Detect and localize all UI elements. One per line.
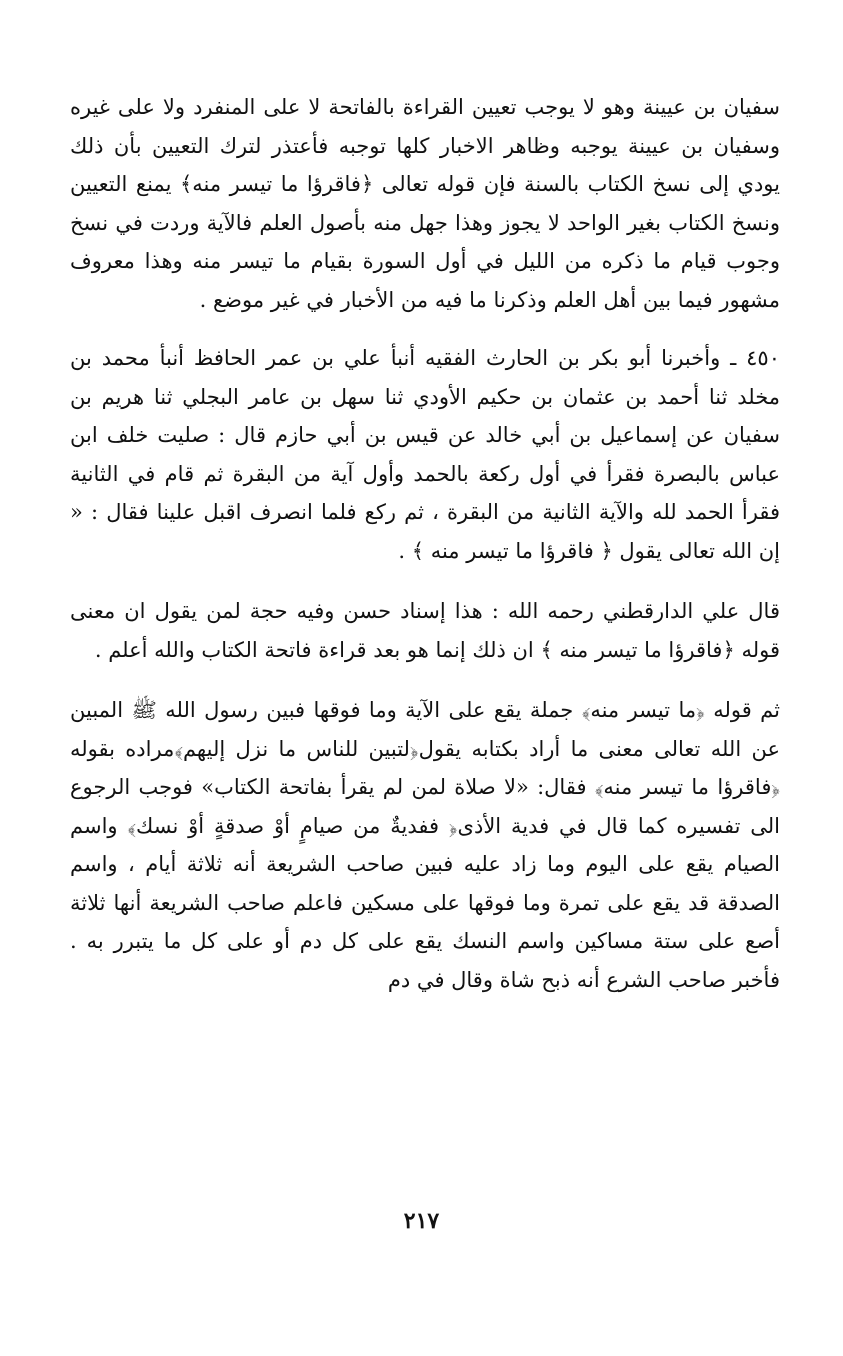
paragraph-2-hadith-450: ٤٥٠ ـ وأخبرنا أبو بكر بن الحارث الفقيه أنبأ علي بن عمر الحافظ أنبأ محمد بن مخلد ثنا أحمد بن عثمان بن حكيم الأودي ثنا سهل بن عامر البجلي ثنا هريم بن سفيان عن إسماعيل بن أبي خالد عن قيس بن أبي حازم قال : صليت خلف ابن عباس بالبصرة فقرأ في أول ركعة بالحمد وأول آية من البقرة ثم قام في الثانية فقرأ الحمد لله والآية الثانية من البقرة ، ثم ركع فلما انصرف اقبل علينا فقال : « إن الله تعالى يقول ﴿ فاقرؤا ما تيسر منه ﴾ . — [70, 346, 781, 563]
paragraph-1: سفيان بن عيينة وهو لا يوجب تعيين القراءة بالفاتحة لا على المنفرد ولا على غيره وسفيان بن عيينة يوجبه وظاهر الاخبار كلها توجبه فأعتذر لترك التعيين بأن ذلك يودي إلى نسخ الكتاب بالسنة فإن قوله تعالى ﴿فاقرؤا ما تيسر منه﴾ يمنع التعيين ونسخ الكتاب بغير الواحد لا يجوز وهذا جهل منه بأصول العلم فالآية وردت في نسخ وجوب قيام ما ذكره من الليل في أول السورة بقيام ما تيسر منه وهذا معروف مشهور فيما بين أهل العلم وذكرنا ما فيه من الأخبار في غير موضع . — [70, 95, 780, 312]
paragraph-3-daraqutni: قال علي الدارقطني رحمه الله : هذا إسناد حسن وفيه حجة لمن يقول ان معنى قوله ﴿فاقرؤا ما تيسر منه ﴾ ان ذلك إنما هو بعد قراءة فاتحة الكتاب والله أعلم . — [70, 599, 780, 662]
page-number: ٢١٧ — [403, 1208, 440, 1234]
paragraph-4: ثم قوله ﴿ما تيسر منه﴾ جملة يقع على الآية وما فوقها فبين رسول الله ﷺ المبين عن الله تعالى معنى ما أراد بكتابه يقول﴿لتبين للناس ما نزل إليهم﴾مراده بقوله ﴿فاقرؤا ما تيسر منه﴾ فقال: «لا صلاة لمن لم يقرأ بفاتحة الكتاب» فوجب الرجوع الى تفسيره كما قال في فدية الأذى﴿ ففديةٌ من صيامٍ أوْ صدقةٍ أوْ نسك﴾ واسم الصيام يقع على اليوم وما زاد عليه فبين صاحب الشريعة أنه ثلاثة أيام ، واسم الصدقة قد يقع على تمرة وما فوقها على مسكين فاعلم صاحب الشريعة أنها ثلاثة أصع على ستة مساكين واسم النسك يقع على كل دم أو على كل ما يتبرر به . فأخبر صاحب الشرع أنه ذبح شاة وقال في دم — [70, 698, 781, 992]
page-body — [70, 88, 780, 999]
